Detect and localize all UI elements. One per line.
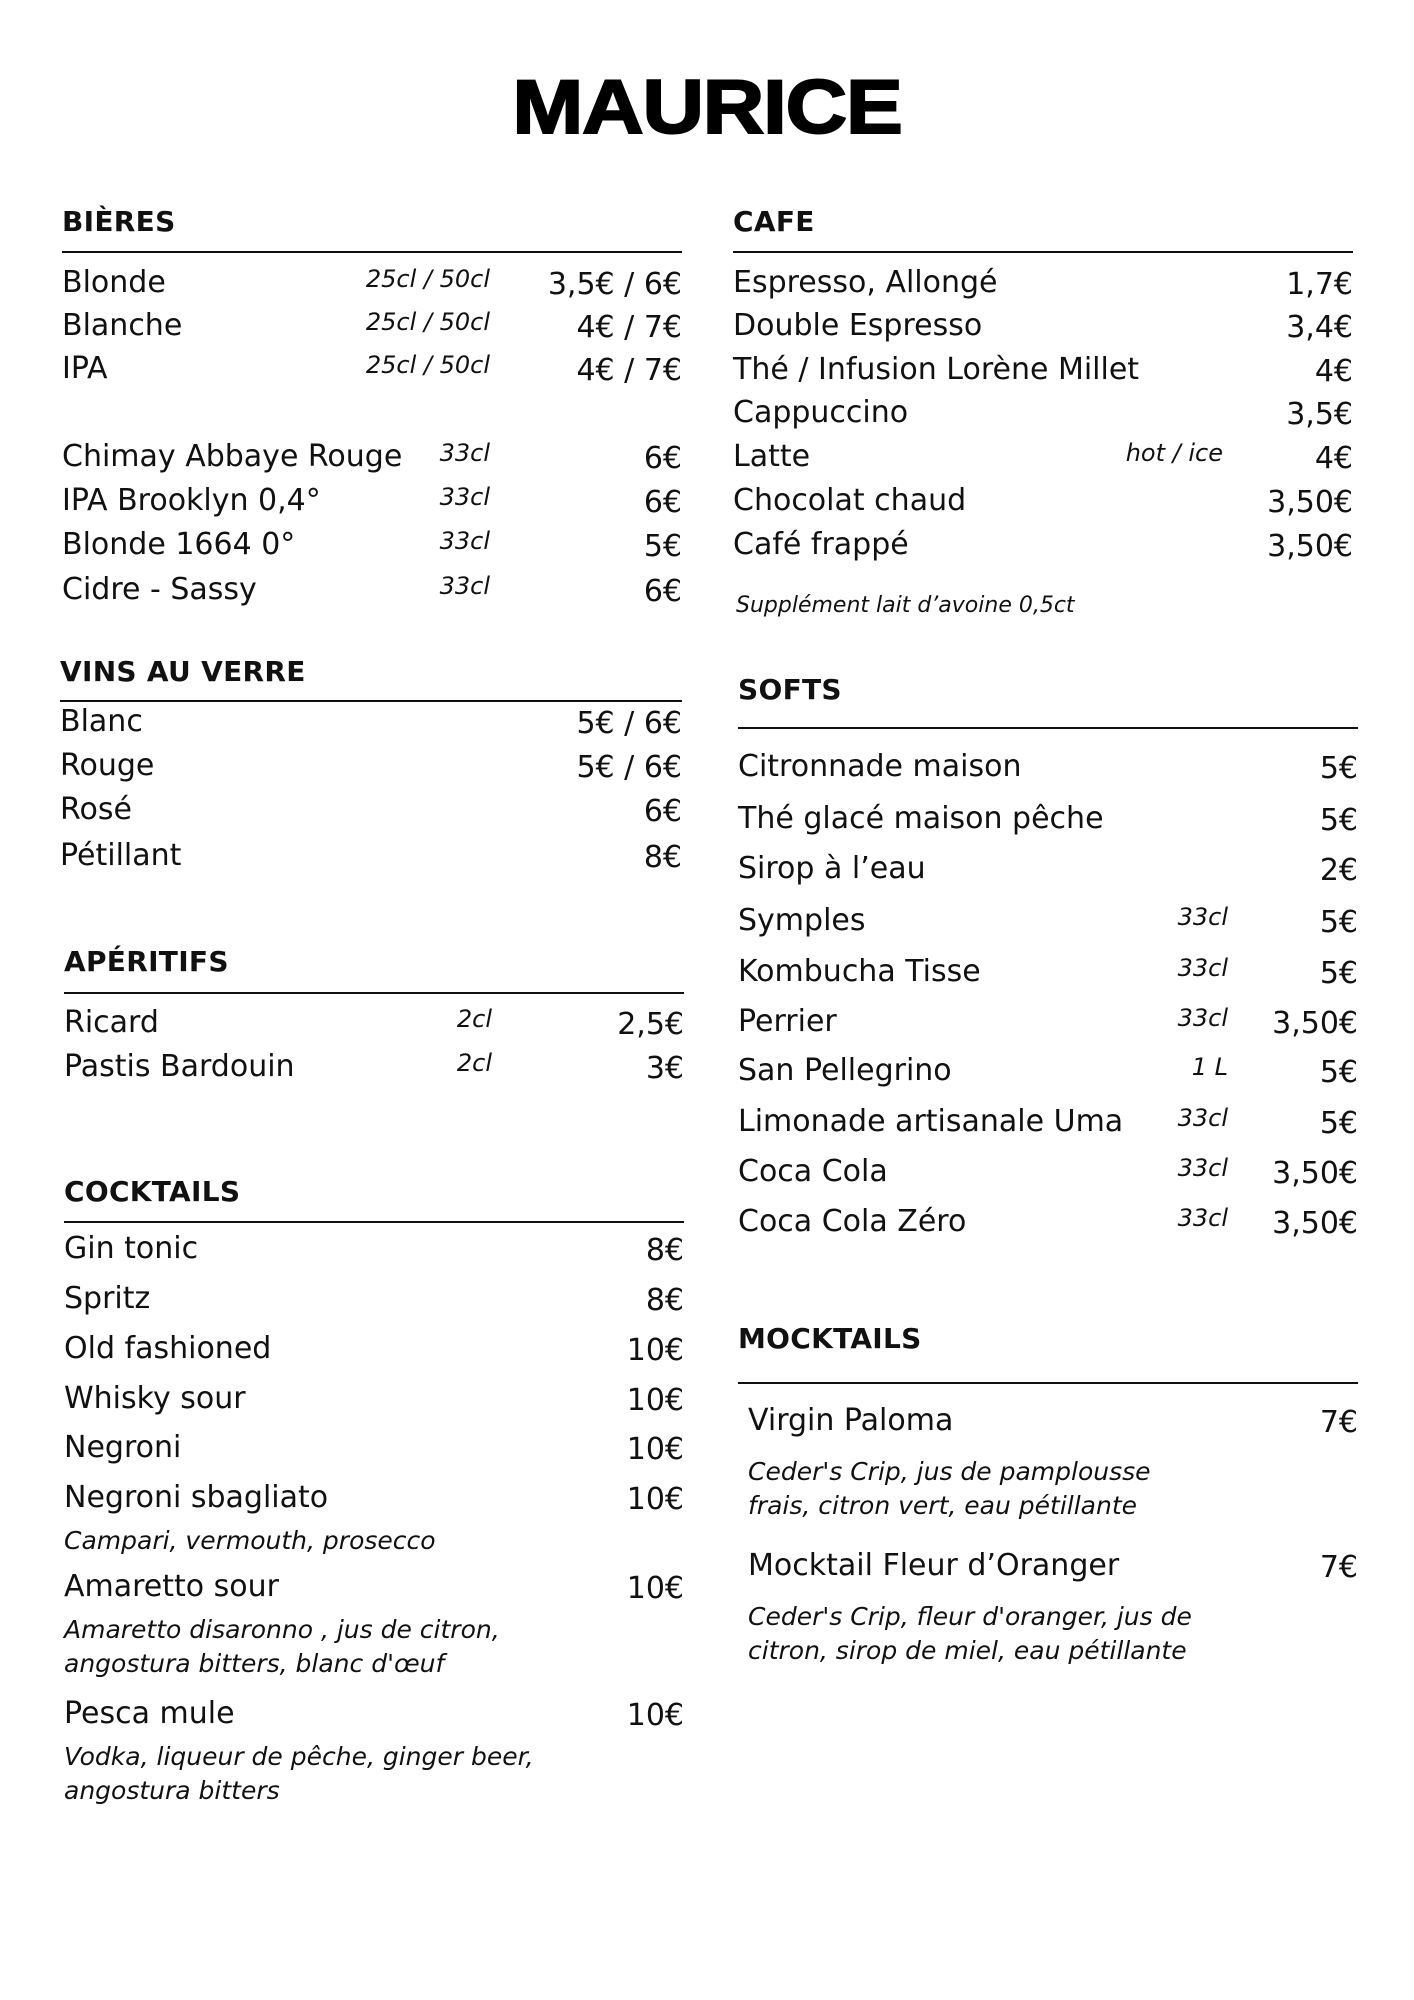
item-volume: 33cl	[1177, 1204, 1228, 1232]
item-price: 4€	[1314, 441, 1353, 476]
item-price: 10€	[626, 1333, 684, 1368]
item-volume: 33cl	[1177, 1004, 1228, 1032]
item-volume: 25cl / 50cl	[365, 265, 490, 293]
section-title: MOCKTAILS	[738, 1322, 922, 1355]
item-price: 8€	[645, 1233, 684, 1268]
section-divider	[64, 992, 684, 994]
item-description: Ceder's Crip, jus de pamplousse frais, citron vert, eau pétillante	[748, 1457, 1151, 1520]
item-description: Vodka, liqueur de pêche, ginger beer, angostura bitters	[64, 1742, 534, 1805]
item-description: Amaretto disaronno , jus de citron, angostura bitters, blanc d'œuf	[64, 1615, 500, 1678]
item-name: Chocolat chaud	[733, 483, 967, 518]
item-price: 4€	[1314, 354, 1353, 389]
item-volume: 2cl	[456, 1005, 492, 1033]
item-price: 3,4€	[1286, 310, 1353, 345]
item-name: Double Espresso	[733, 308, 983, 343]
item-volume: 33cl	[439, 527, 490, 555]
item-name: Kombucha Tisse	[738, 954, 981, 989]
item-volume: 33cl	[439, 483, 490, 511]
item-price: 6€	[643, 574, 682, 609]
item-name: Coca Cola Zéro	[738, 1204, 967, 1239]
section-divider	[733, 251, 1353, 253]
item-description: Campari, vermouth, prosecco	[64, 1526, 436, 1555]
item-price: 4€ / 7€	[576, 310, 682, 345]
item-name: Citronnade maison	[738, 749, 1022, 784]
section-title: VINS AU VERRE	[60, 655, 306, 688]
section-divider	[738, 1382, 1358, 1384]
item-name: Thé / Infusion Lorène Millet	[733, 352, 1140, 387]
item-price: 10€	[626, 1571, 684, 1606]
item-name: Mocktail Fleur d’Oranger	[748, 1548, 1120, 1583]
item-name: Cidre - Sassy	[62, 572, 257, 607]
item-price: 10€	[626, 1482, 684, 1517]
item-name: Whisky sour	[64, 1381, 246, 1416]
item-volume: 25cl / 50cl	[365, 308, 490, 336]
item-name: Blanche	[62, 308, 183, 343]
item-volume: 1 L	[1191, 1053, 1228, 1081]
item-name: Coca Cola	[738, 1154, 888, 1189]
item-price: 5€ / 6€	[576, 750, 682, 785]
section-title: SOFTS	[738, 673, 842, 706]
item-name: Ricard	[64, 1005, 159, 1040]
item-price: 3,50€	[1272, 1006, 1358, 1041]
item-name: Rosé	[60, 792, 132, 827]
item-name: Perrier	[738, 1004, 837, 1039]
item-name: Cappuccino	[733, 395, 909, 430]
item-volume: 33cl	[1177, 954, 1228, 982]
section-title: CAFE	[733, 205, 815, 238]
section-title: COCKTAILS	[64, 1175, 241, 1208]
section-divider	[60, 700, 682, 702]
item-price: 3,50€	[1272, 1156, 1358, 1191]
item-name: Blonde	[62, 265, 166, 300]
item-name: San Pellegrino	[738, 1053, 952, 1088]
item-price: 5€	[1319, 751, 1358, 786]
item-volume: 33cl	[439, 572, 490, 600]
item-name: Thé glacé maison pêche	[738, 801, 1104, 836]
item-price: 10€	[626, 1432, 684, 1467]
item-volume: 33cl	[439, 439, 490, 467]
item-name: IPA	[62, 351, 108, 386]
item-volume: 33cl	[1177, 903, 1228, 931]
item-price: 10€	[626, 1698, 684, 1733]
item-price: 1,7€	[1286, 267, 1353, 302]
item-price: 3,5€	[1286, 397, 1353, 432]
item-name: Virgin Paloma	[748, 1403, 954, 1438]
item-price: 6€	[643, 794, 682, 829]
item-price: 3,50€	[1267, 529, 1353, 564]
item-price: 3,50€	[1267, 485, 1353, 520]
item-price: 3,50€	[1272, 1206, 1358, 1241]
item-price: 5€	[643, 529, 682, 564]
section-note: Supplément lait d’avoine 0,5ct	[736, 593, 1075, 618]
item-price: 6€	[643, 441, 682, 476]
item-name: Blanc	[60, 704, 143, 739]
item-name: Negroni	[64, 1430, 182, 1465]
item-name: Gin tonic	[64, 1231, 199, 1266]
menu-title: MAURICE	[512, 65, 902, 150]
item-price: 5€	[1319, 1106, 1358, 1141]
item-name: Chimay Abbaye Rouge	[62, 439, 403, 474]
item-name: Symples	[738, 903, 866, 938]
item-name: Spritz	[64, 1281, 151, 1316]
item-price: 2€	[1319, 853, 1358, 888]
item-name: Sirop à l’eau	[738, 851, 926, 886]
item-volume: hot / ice	[1125, 439, 1223, 467]
item-price: 7€	[1319, 1550, 1358, 1585]
section-title: BIÈRES	[62, 205, 176, 238]
item-price: 5€	[1319, 905, 1358, 940]
item-price: 3€	[645, 1051, 684, 1086]
item-price: 6€	[643, 485, 682, 520]
item-description: Ceder's Crip, fleur d'oranger, jus de citron, sirop de miel, eau pétillante	[748, 1602, 1192, 1665]
item-price: 5€	[1319, 1055, 1358, 1090]
item-price: 2,5€	[617, 1007, 684, 1042]
item-price: 7€	[1319, 1405, 1358, 1440]
item-price: 8€	[643, 840, 682, 875]
item-name: Blonde 1664 0°	[62, 527, 296, 562]
item-price: 3,5€ / 6€	[547, 267, 682, 302]
item-name: Rouge	[60, 748, 155, 783]
item-volume: 33cl	[1177, 1104, 1228, 1132]
item-price: 5€ / 6€	[576, 706, 682, 741]
item-price: 8€	[645, 1283, 684, 1318]
item-name: Pesca mule	[64, 1696, 235, 1731]
item-name: Pétillant	[60, 838, 182, 873]
item-price: 5€	[1319, 956, 1358, 991]
item-price: 4€ / 7€	[576, 353, 682, 388]
item-volume: 2cl	[456, 1049, 492, 1077]
item-name: Latte	[733, 439, 811, 474]
item-name: Negroni sbagliato	[64, 1480, 329, 1515]
item-volume: 25cl / 50cl	[365, 351, 490, 379]
item-name: IPA Brooklyn 0,4°	[62, 483, 321, 518]
item-name: Espresso, Allongé	[733, 265, 998, 300]
item-price: 5€	[1319, 803, 1358, 838]
item-name: Limonade artisanale Uma	[738, 1104, 1124, 1139]
item-name: Old fashioned	[64, 1331, 272, 1366]
item-price: 10€	[626, 1383, 684, 1418]
item-name: Pastis Bardouin	[64, 1049, 295, 1084]
section-divider	[738, 727, 1358, 729]
item-name: Café frappé	[733, 527, 909, 562]
item-volume: 33cl	[1177, 1154, 1228, 1182]
section-title: APÉRITIFS	[64, 945, 229, 978]
section-divider	[62, 251, 682, 253]
item-name: Amaretto sour	[64, 1569, 280, 1604]
section-divider	[64, 1221, 684, 1223]
